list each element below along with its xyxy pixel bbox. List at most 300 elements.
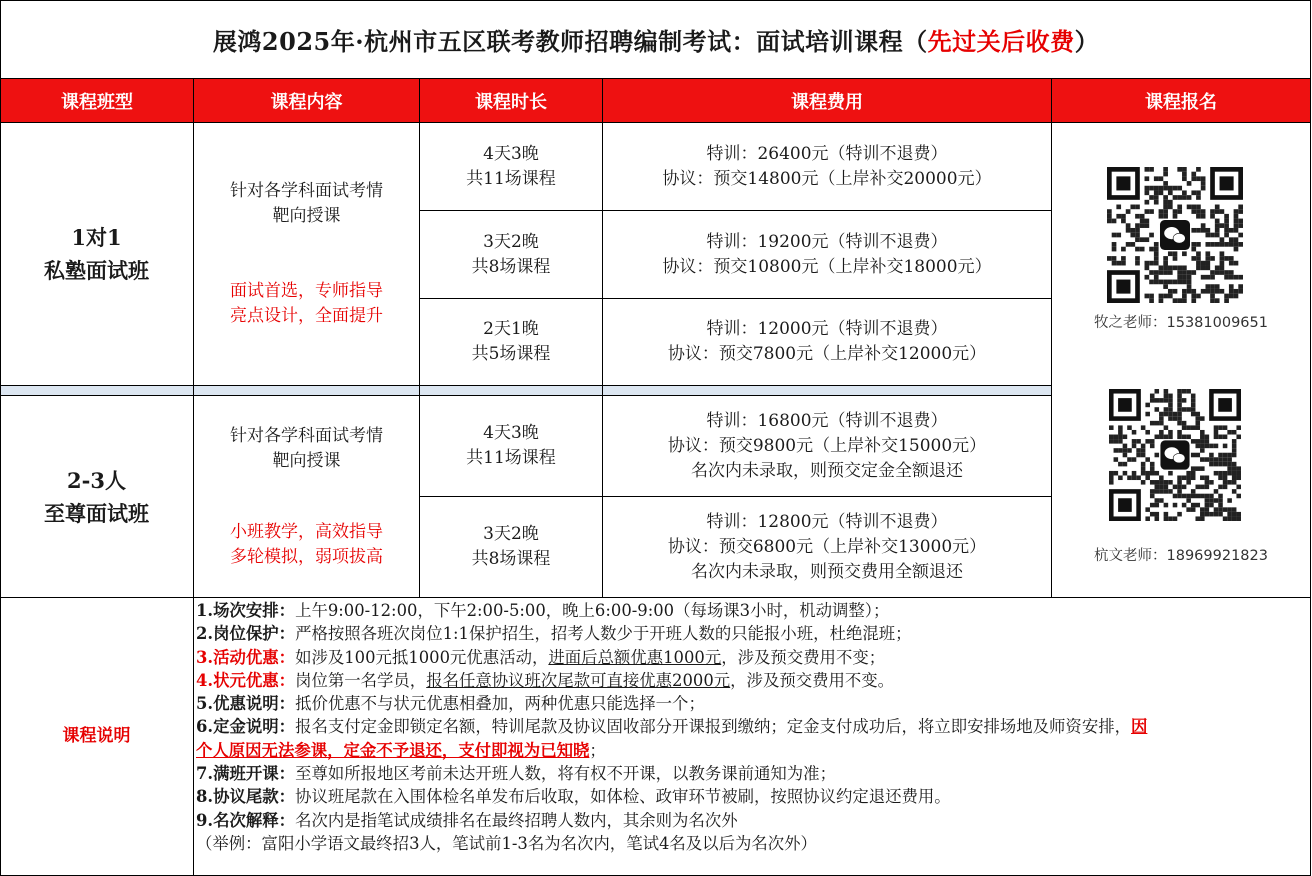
note-key: 7.满班开课：: [196, 764, 296, 784]
qr-module: [1187, 275, 1192, 280]
qr-module: [1218, 503, 1223, 508]
qr-code-image: [1072, 379, 1278, 531]
qr-module: [1236, 475, 1241, 480]
qr-module: [1223, 457, 1228, 462]
qr-module: [1135, 237, 1140, 242]
qr-module: [1182, 494, 1187, 499]
feature-line1: 面试首选，专师指导: [230, 281, 383, 301]
qr-module: [1168, 471, 1173, 476]
qr-module: [1238, 209, 1243, 214]
qr-module: [1135, 233, 1140, 238]
qr-module: [1168, 435, 1173, 440]
qr-module: [1145, 475, 1150, 480]
fee-agreement: 协议：预交6800元（上岸补交13000元）: [667, 536, 987, 557]
wechat-qr-icon[interactable]: [1072, 157, 1278, 313]
qr-module: [1155, 498, 1160, 503]
qr-module: [1154, 251, 1159, 256]
note-warning: 因: [1131, 717, 1148, 737]
qr-module: [1130, 228, 1135, 233]
qr-module: [1232, 430, 1237, 435]
qr-module: [1118, 475, 1123, 480]
qr-module: [1155, 398, 1160, 403]
qr-module: [1223, 444, 1228, 449]
qr-module: [1201, 176, 1206, 181]
fee-special: 特训：16800元（特训不退费）: [706, 410, 948, 431]
qr-module: [1182, 275, 1187, 280]
qr-module: [1154, 270, 1159, 275]
qr-module: [1205, 485, 1210, 490]
qr-finder: [1116, 176, 1130, 190]
qr-module: [1214, 512, 1219, 517]
qr-module: [1116, 261, 1121, 266]
note-emphasis: 报名任意协议班次尾款可直接优惠2000元: [426, 670, 731, 690]
qr-module: [1114, 439, 1119, 444]
qr-module: [1126, 228, 1131, 233]
qr-module: [1107, 256, 1112, 261]
qr-module: [1201, 228, 1206, 233]
qr-module: [1227, 471, 1232, 476]
qr-module: [1232, 507, 1237, 512]
qr-module: [1227, 462, 1232, 467]
qr-module: [1215, 209, 1220, 214]
qr-module: [1215, 289, 1220, 294]
qr-module: [1187, 205, 1192, 210]
qr-module: [1149, 195, 1154, 200]
qr-module: [1159, 190, 1164, 195]
qr-module: [1177, 403, 1182, 408]
qr-module: [1163, 270, 1168, 275]
qr-module: [1135, 223, 1140, 228]
qr-module: [1218, 462, 1223, 467]
wechat-qr-icon[interactable]: [1072, 379, 1278, 531]
qr-module: [1173, 209, 1178, 214]
qr-module: [1114, 471, 1119, 476]
qr-module: [1177, 489, 1182, 494]
qr-module: [1123, 471, 1128, 476]
qr-module: [1220, 256, 1225, 261]
qr-module: [1168, 294, 1173, 299]
class-content-1v1: [194, 123, 419, 385]
qr-module: [1186, 471, 1191, 476]
qr-module: [1114, 435, 1119, 440]
qr-module: [1196, 205, 1201, 210]
qr-module: [1168, 489, 1173, 494]
qr-module: [1123, 444, 1128, 449]
note-key: 8.协议尾款：: [196, 787, 296, 807]
qr-module: [1140, 223, 1145, 228]
qr-module: [1141, 453, 1146, 458]
fee-agreement: 协议：预交10800元（上岸补交18000元）: [662, 256, 992, 277]
qr-module: [1236, 516, 1241, 521]
qr-module: [1205, 256, 1210, 261]
qr-module: [1150, 471, 1155, 476]
qr-module: [1191, 471, 1196, 476]
qr-module: [1200, 512, 1205, 517]
qr-module: [1191, 270, 1196, 275]
qr-module: [1107, 214, 1112, 219]
qr-module: [1205, 289, 1210, 294]
qr-module: [1236, 485, 1241, 490]
qr-module: [1209, 512, 1214, 517]
qr-module: [1168, 516, 1173, 521]
qr-module: [1150, 489, 1155, 494]
qr-module: [1135, 228, 1140, 233]
fee-cell: [603, 211, 1051, 298]
qr-module: [1234, 219, 1239, 224]
note-key: 3.活动优惠：: [196, 647, 296, 667]
qr-module: [1168, 412, 1173, 417]
qr-module: [1168, 270, 1173, 275]
qr-module: [1177, 421, 1182, 426]
qr-module: [1132, 457, 1137, 462]
note-text: 岗位第一名学员，: [295, 670, 427, 690]
qr-module: [1149, 167, 1154, 172]
qr-module: [1220, 289, 1225, 294]
qr-module: [1234, 289, 1239, 294]
qr-module: [1159, 265, 1164, 270]
qr-module: [1159, 489, 1164, 494]
qr-module: [1164, 489, 1169, 494]
qr-module: [1186, 507, 1191, 512]
qr-module: [1195, 503, 1200, 508]
qr-module: [1191, 407, 1196, 412]
qr-module: [1155, 421, 1160, 426]
qr-finder: [1218, 398, 1232, 412]
qr-module: [1220, 270, 1225, 275]
fee-special: 特训：26400元（特训不退费）: [706, 144, 948, 164]
qr-module: [1132, 475, 1137, 480]
qr-module: [1191, 412, 1196, 417]
qr-module: [1145, 471, 1150, 476]
qr-module: [1209, 480, 1214, 485]
qr-module: [1229, 228, 1234, 233]
qr-module: [1149, 247, 1154, 252]
qr-module: [1191, 256, 1196, 261]
qr-module: [1218, 453, 1223, 458]
qr-module: [1177, 186, 1182, 191]
qr-module: [1154, 190, 1159, 195]
qr-module: [1200, 448, 1205, 453]
qr-module: [1141, 466, 1146, 471]
qr-module: [1173, 265, 1178, 270]
qr-module: [1187, 181, 1192, 186]
qr-module: [1150, 444, 1155, 449]
feature-line1: 小班教学，高效指导: [230, 521, 383, 542]
qr-module: [1109, 475, 1114, 480]
qr-module: [1159, 435, 1164, 440]
qr-module: [1163, 186, 1168, 191]
duration-sessions: 共11场课程: [466, 169, 556, 189]
qr-module: [1191, 205, 1196, 210]
qr-module: [1232, 475, 1237, 480]
qr-module: [1121, 219, 1126, 224]
qr-module: [1182, 176, 1187, 181]
qr-module: [1182, 407, 1187, 412]
qr-module: [1186, 435, 1191, 440]
duration-days: 4天3晚: [483, 423, 539, 443]
qr-module: [1232, 448, 1237, 453]
qr-module: [1214, 435, 1219, 440]
qr-module: [1149, 294, 1154, 299]
note-key: 2.岗位保护：: [196, 624, 296, 644]
qr-module: [1135, 205, 1140, 210]
qr-module: [1140, 237, 1145, 242]
grid-line: [0, 0, 1, 876]
qr-module: [1121, 261, 1126, 266]
duration-sessions: 共8场课程: [471, 256, 551, 277]
qr-module: [1224, 223, 1229, 228]
qr-module: [1123, 435, 1128, 440]
qr-module: [1145, 237, 1150, 242]
qr-module: [1154, 186, 1159, 191]
qr-module: [1201, 289, 1206, 294]
qr-module: [1159, 186, 1164, 191]
grid-line: [1051, 78, 1052, 598]
class-name-group: [0, 396, 193, 597]
qr-module: [1205, 261, 1210, 266]
header-content: 课程内容: [194, 79, 419, 122]
qr-module: [1223, 462, 1228, 467]
qr-module: [1201, 261, 1206, 266]
qr-finder: [1116, 280, 1130, 294]
qr-module: [1187, 280, 1192, 285]
qr-module: [1196, 214, 1201, 219]
qr-module: [1177, 430, 1182, 435]
qr-module: [1150, 462, 1155, 467]
qr-module: [1163, 214, 1168, 219]
qr-module: [1191, 403, 1196, 408]
qr-module: [1215, 219, 1220, 224]
qr-module: [1155, 435, 1160, 440]
qr-module: [1182, 265, 1187, 270]
note-item: [196, 785, 1308, 808]
qr-module: [1141, 444, 1146, 449]
qr-module: [1227, 480, 1232, 485]
qr-module: [1223, 480, 1228, 485]
qr-module: [1218, 512, 1223, 517]
qr-module: [1112, 242, 1117, 247]
qr-module: [1186, 494, 1191, 499]
qr-module: [1155, 471, 1160, 476]
qr-module: [1182, 294, 1187, 299]
qr-module: [1232, 466, 1237, 471]
qr-module: [1220, 251, 1225, 256]
note-item: [196, 669, 1308, 692]
note-key: 9.名次解释：: [196, 810, 296, 830]
qr-module: [1177, 389, 1182, 394]
qr-module: [1123, 453, 1128, 458]
qr-module: [1210, 289, 1215, 294]
qr-module: [1168, 407, 1173, 412]
qr-module: [1191, 475, 1196, 480]
qr-module: [1159, 270, 1164, 275]
fee-special: 特训：19200元（特训不退费）: [706, 231, 948, 252]
qr-module: [1182, 289, 1187, 294]
fee-agreement: 协议：预交9800元（上岸补交15000元）: [667, 435, 987, 456]
qr-module: [1210, 209, 1215, 214]
qr-module: [1205, 457, 1210, 462]
qr-module: [1200, 416, 1205, 421]
notes-label: 课程说明: [62, 725, 131, 746]
qr-module: [1155, 485, 1160, 490]
grid-line: [420, 496, 1052, 497]
fee-cell: [603, 396, 1051, 496]
qr-module: [1187, 270, 1192, 275]
qr-module: [1168, 280, 1173, 285]
qr-module: [1155, 503, 1160, 508]
qr-module: [1210, 270, 1215, 275]
qr-module: [1223, 516, 1228, 521]
qr-module: [1236, 494, 1241, 499]
qr-module: [1182, 475, 1187, 480]
qr-module: [1200, 466, 1205, 471]
qr-module: [1218, 485, 1223, 490]
qr-module: [1229, 242, 1234, 247]
qr-module: [1177, 416, 1182, 421]
page-title: [0, 0, 1312, 78]
qr-module: [1155, 516, 1160, 521]
qr-module: [1164, 435, 1169, 440]
content-line2: 靶向授课: [272, 206, 341, 226]
note-text: 协议班尾款在入围体检名单发布后收取，如体检、政审环节被刷，按照协议约定退还费用。: [295, 787, 951, 807]
qr-module: [1218, 457, 1223, 462]
qr-module: [1191, 398, 1196, 403]
qr-module: [1173, 298, 1178, 303]
note-item: [196, 599, 1308, 622]
qr-module: [1227, 498, 1232, 503]
qr-module: [1238, 289, 1243, 294]
qr-module: [1196, 209, 1201, 214]
qr-module: [1215, 242, 1220, 247]
fee-cell: [603, 298, 1051, 385]
qr-module: [1177, 485, 1182, 490]
qr-module: [1227, 466, 1232, 471]
qr-module: [1209, 498, 1214, 503]
qr-finder: [1220, 176, 1234, 190]
qr-module: [1116, 214, 1121, 219]
qr-module: [1173, 516, 1178, 521]
duration-cell: [420, 298, 602, 385]
qr-module: [1141, 471, 1146, 476]
qr-module: [1150, 394, 1155, 399]
grid-line: [193, 78, 194, 876]
qr-module: [1168, 251, 1173, 256]
grid-line: [0, 597, 1311, 598]
qr-module: [1121, 214, 1126, 219]
note-item: [196, 832, 1308, 855]
grid-line: [602, 78, 603, 598]
qr-module: [1200, 485, 1205, 490]
grid-line: [420, 298, 1052, 299]
qr-module: [1136, 453, 1141, 458]
qr-module: [1164, 398, 1169, 403]
qr-module: [1159, 214, 1164, 219]
qr-module: [1227, 453, 1232, 458]
qr-module: [1145, 457, 1150, 462]
qr-module: [1196, 256, 1201, 261]
duration-cell: [420, 396, 602, 496]
qr-module: [1154, 247, 1159, 252]
qr-module: [1186, 389, 1191, 394]
qr-module: [1205, 480, 1210, 485]
qr-module: [1163, 209, 1168, 214]
qr-module: [1210, 284, 1215, 289]
qr-module: [1173, 195, 1178, 200]
duration-days: 4天3晚: [483, 144, 539, 164]
qr-module: [1215, 223, 1220, 228]
note-key: 5.优惠说明：: [196, 694, 296, 714]
qr-module: [1200, 435, 1205, 440]
qr-module: [1205, 439, 1210, 444]
qr-module: [1149, 209, 1154, 214]
qr-module: [1145, 176, 1150, 181]
qr-module: [1173, 494, 1178, 499]
qr-module: [1177, 298, 1182, 303]
feature-line2: 亮点设计，全面提升: [230, 306, 383, 326]
qr-module: [1123, 448, 1128, 453]
qr-module: [1205, 507, 1210, 512]
qr-module: [1220, 223, 1225, 228]
qr-module: [1159, 430, 1164, 435]
fee-special: 特训：12800元（特训不退费）: [706, 511, 948, 532]
qr-module: [1200, 494, 1205, 499]
qr-module: [1163, 181, 1168, 186]
grid-line: [0, 395, 1052, 396]
note-text: ；: [589, 740, 606, 760]
qr-module: [1109, 435, 1114, 440]
note-key: 1.场次安排：: [196, 601, 296, 620]
qr-module: [1177, 209, 1182, 214]
qr-module: [1168, 200, 1173, 205]
class-name-line1: 1对1: [71, 225, 122, 250]
qr-module: [1150, 512, 1155, 517]
qr-module: [1214, 507, 1219, 512]
qr-module: [1173, 186, 1178, 191]
fee-special: 特训：12000元（特训不退费）: [706, 318, 948, 339]
qr-module: [1118, 425, 1123, 430]
qr-module: [1214, 498, 1219, 503]
qr-module: [1223, 435, 1228, 440]
qr-module: [1126, 209, 1131, 214]
qr-module: [1236, 466, 1241, 471]
qr-module: [1209, 462, 1214, 467]
grid-line: [0, 78, 1311, 79]
qr-module: [1210, 214, 1215, 219]
qr-module: [1163, 284, 1168, 289]
qr-module: [1150, 480, 1155, 485]
qr-module: [1220, 265, 1225, 270]
qr-module: [1232, 453, 1237, 458]
qr-module: [1109, 439, 1114, 444]
qr-module: [1227, 457, 1232, 462]
qr-module: [1135, 214, 1140, 219]
qr-module: [1155, 407, 1160, 412]
qr-module: [1220, 209, 1225, 214]
signup-column: [1052, 123, 1310, 597]
qr-module: [1155, 512, 1160, 517]
qr-module: [1209, 453, 1214, 458]
fee-agreement: 协议：预交14800元（上岸补交20000元）: [662, 169, 992, 189]
qr-module: [1114, 448, 1119, 453]
qr-module: [1191, 298, 1196, 303]
qr-module: [1154, 242, 1159, 247]
qr-module: [1205, 275, 1210, 280]
qr-module: [1150, 503, 1155, 508]
qr-module: [1214, 457, 1219, 462]
qr-module: [1224, 228, 1229, 233]
qr-module: [1164, 412, 1169, 417]
qr-module: [1130, 242, 1135, 247]
